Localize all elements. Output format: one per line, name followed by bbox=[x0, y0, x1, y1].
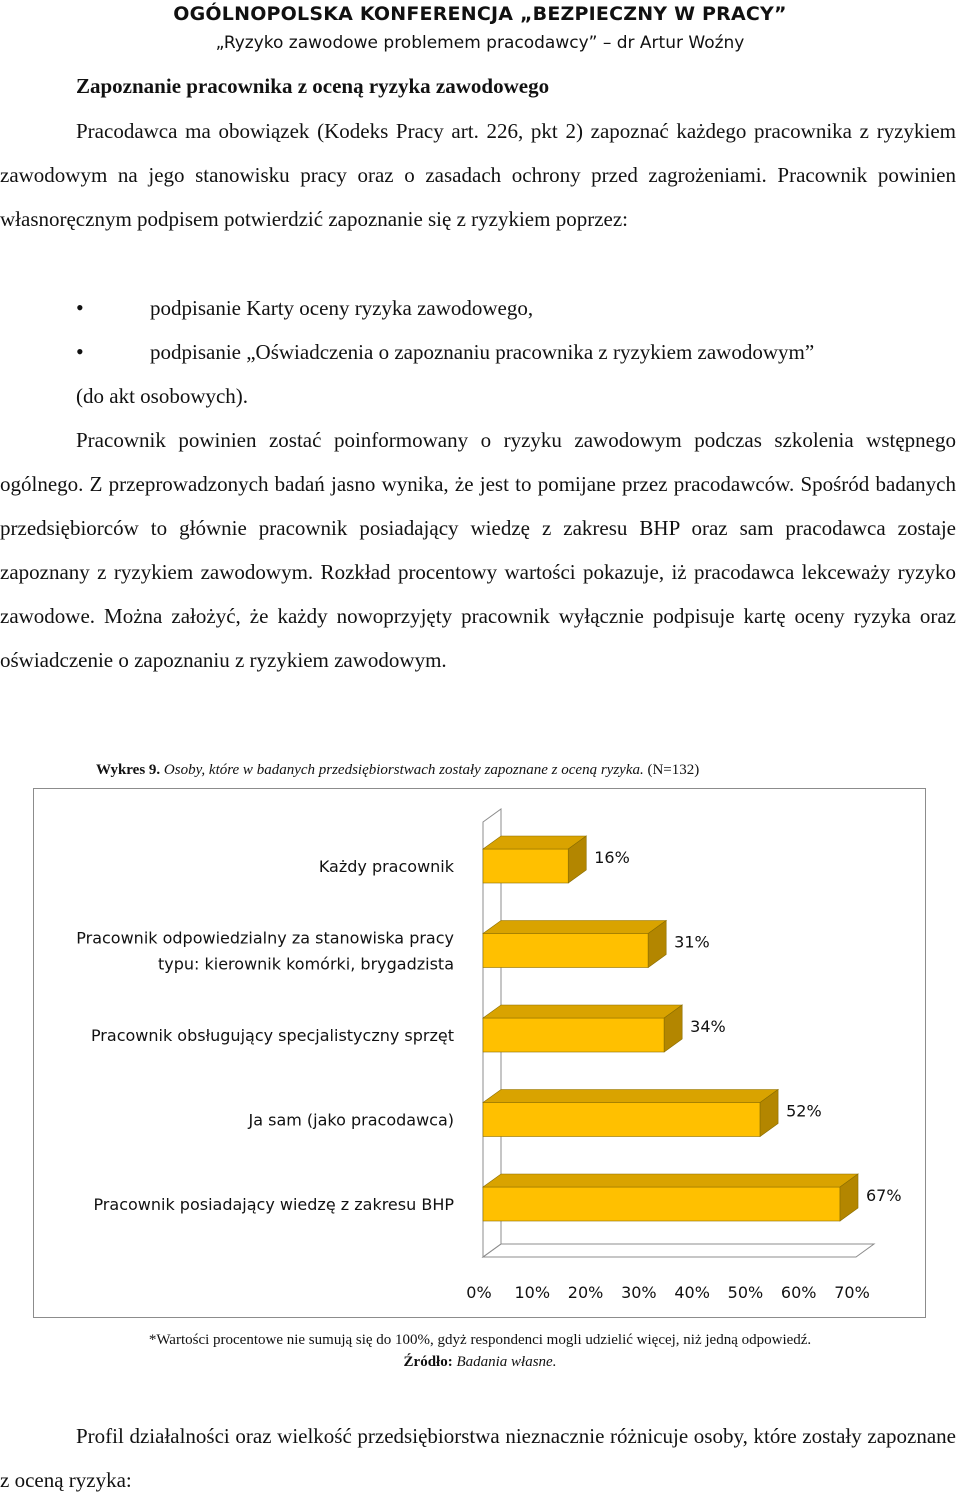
caption-n: (N=132) bbox=[647, 762, 700, 778]
bullet-text: podpisanie „Oświadczenia o zapoznaniu pracownika z ryzykiem zawodowym” bbox=[150, 340, 815, 364]
source-label: Źródło: bbox=[403, 1354, 453, 1370]
x-tick-label: 50% bbox=[727, 1283, 764, 1302]
bar-top-face bbox=[483, 1174, 858, 1187]
data-label: 34% bbox=[690, 1017, 726, 1036]
x-tick-label: 10% bbox=[514, 1283, 551, 1302]
bar-top-face bbox=[483, 921, 666, 934]
paragraph-2: Pracownik powinien zostać poinformowany o ryzyku zawodowym podczas szkolenia wstępnego ogólnego. Z przeprowadzonych badań jasno wynika, że jest to pomijane przez pracodawców. Spośród badanych przedsiębiorców to głównie pracownik posiadający wiedzę z zakresu BHP oraz sam pracodawca zostaje zapoznany z ryzykiem zawodowym. Rozkład procentowy wartości pokazuje, iż pracodawca lekceważy ryzyko zawodowe. Można założyć, że każdy nowoprzyjęty pracownik wyłącznie podpisuje kartę oceny ryzyka oraz oświadczenie o zapoznaniu z ryzykiem zawodowym. bbox=[0, 428, 956, 672]
category-label: Pracownik odpowiedzialny za stanowiska pracy bbox=[76, 928, 454, 948]
bar-top-face bbox=[483, 1005, 682, 1018]
bar-top-face bbox=[483, 1090, 778, 1103]
category-label: Ja sam (jako pracodawca) bbox=[248, 1110, 454, 1130]
x-tick-label: 70% bbox=[834, 1283, 870, 1302]
bullet-list bbox=[0, 286, 956, 408]
category-label: Pracownik obsługujący specjalistyczny sprzęt bbox=[90, 1026, 454, 1045]
chart-floor bbox=[483, 1244, 874, 1257]
bullet-item bbox=[0, 330, 956, 374]
caption-text: Osoby, które w badanych przedsiębiorstwach zostały zapoznane z oceną ryzyka. bbox=[163, 762, 644, 778]
x-tick-label: 30% bbox=[621, 1283, 657, 1302]
source-note bbox=[0, 1354, 960, 1371]
conference-title: OGÓLNOPOLSKA KONFERENCJA „BEZPIECZNY W PRACY” bbox=[173, 3, 787, 25]
bar bbox=[483, 849, 568, 883]
caption-label: Wykres 9. bbox=[96, 762, 161, 778]
chart-frame bbox=[33, 788, 926, 1318]
x-tick-label: 40% bbox=[674, 1283, 710, 1302]
paragraph-3: Profil działalności oraz wielkość przedsiębiorstwa nieznacznie różnicuje osoby, które zostały zapoznane z oceną ryzyka: bbox=[0, 1424, 956, 1492]
x-tick-label: 20% bbox=[567, 1283, 604, 1302]
bullet-continuation: (do akt osobowych). bbox=[76, 384, 249, 408]
bullet-icon: • bbox=[76, 295, 84, 320]
chart-caption bbox=[96, 762, 699, 779]
bullet-text: podpisanie Karty oceny ryzyka zawodowego, bbox=[150, 296, 534, 320]
x-tick-label: 60% bbox=[780, 1283, 817, 1302]
bar bbox=[483, 1187, 840, 1221]
category-label: typu: kierownik komórki, brygadzista bbox=[157, 954, 454, 974]
bar bbox=[483, 1018, 664, 1052]
bar bbox=[483, 1103, 760, 1137]
footnote: *Wartości procentowe nie sumują się do 100%, gdyż respondenci mogli udzielić więcej, niż jedną odpowiedź. bbox=[148, 1332, 812, 1348]
category-label: Każdy pracownik bbox=[318, 857, 454, 876]
category-label: Pracownik posiadający wiedzę z zakresu BHP bbox=[93, 1195, 454, 1214]
bar bbox=[483, 934, 648, 968]
bar-chart bbox=[34, 789, 925, 1317]
bullet-icon: • bbox=[76, 339, 84, 364]
source-text: Badania własne. bbox=[456, 1354, 557, 1370]
data-label: 67% bbox=[866, 1186, 902, 1205]
bullet-item bbox=[0, 286, 956, 330]
paragraph-1: Pracodawca ma obowiązek (Kodeks Pracy art. 226, pkt 2) zapoznać każdego pracownika z ryzykiem zawodowym na jego stanowisku pracy oraz o zasadach ochrony przed zagrożeniami. Pracownik powinien własnoręcznym podpisem potwierdzić zapoznanie się z ryzykiem poprzez: bbox=[0, 119, 956, 231]
x-tick-label: 0% bbox=[466, 1283, 492, 1302]
data-label: 52% bbox=[786, 1101, 822, 1121]
conference-subtitle: „Ryzyko zawodowe problemem pracodawcy” – dr Artur Woźny bbox=[215, 33, 745, 53]
data-label: 31% bbox=[674, 932, 710, 952]
section-title: Zapoznanie pracownika z oceną ryzyka zawodowego bbox=[76, 74, 550, 98]
data-label: 16% bbox=[594, 848, 630, 867]
